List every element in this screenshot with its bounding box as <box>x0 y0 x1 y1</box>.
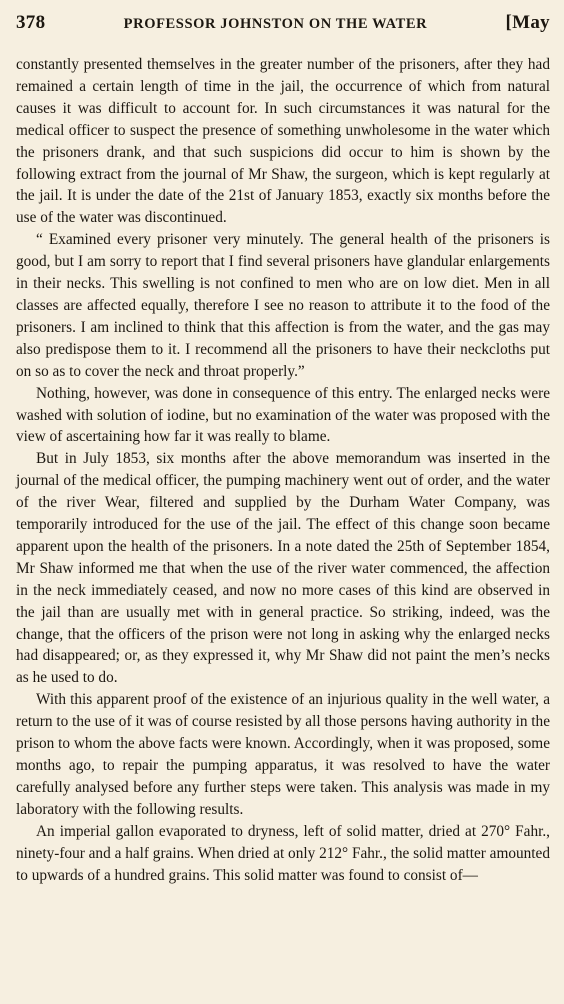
paragraph-july-1853: But in July 1853, six months after the above memorandum was inserted in the journal of the medical officer, the pumping machinery went out of order, and the water of the river Wear, filtered and supplied by the Durham Water Company, was temporarily introduced for the use of the jail. The effect of this change soon became apparent upon the health of the prisoners. In a note dated the 25th of September 1854, Mr Shaw informed me that when the use of the river water commenced, the affection in the neck immediately ceased, and now no more cases of this kind are observed in the jail than are usually met with in general practice. So striking, indeed, was the change, that the officers of the prison were not long in asking why the enlarged necks had disappeared; or, as they expressed it, why Mr Shaw did not paint the men’s necks as he used to do. <box>16 450 550 687</box>
body-text <box>16 54 550 886</box>
page-number: 378 <box>16 12 46 33</box>
running-month: [May <box>505 12 550 33</box>
paragraph-imperial-gallon: An imperial gallon evaporated to dryness, left of solid matter, dried at 270° Fahr., ninety-four and a half grains. When dried at only 212° Fahr., the solid matter amounted to upwards of a hundred grains. This solid matter was found to consist of— <box>16 822 550 884</box>
paragraph-quotation: “ Examined every prisoner very minutely. The general health of the prisoners is good, but I am sorry to report that I find several prisoners have glandular enlargements in their necks. This swelling is not confined to men who are on low diet. Men in all classes are affected equally, therefore I see no reason to attribute it to the food of the prisoners. I am inclined to think that this affection is from the water, and the gas may also predispose them to it. I recommend all the prisoners to have their neckcloths put on so as to cover the neck and throat properly.” <box>16 231 550 380</box>
paragraph-continued: constantly presented themselves in the greater number of the prisoners, after they had remained a certain length of time in the jail, the occurrence of which from natural causes it was difficult to account for. In such circumstances it was natural for the medical officer to suspect the presence of something unwholesome in the water which the prisoners drank, and that such suspicions did occur to him is shown by the following extract from the journal of Mr Shaw, the surgeon, which is kept regularly at the jail. It is under the date of the 21st of January 1853, exactly six months before the use of the water was discontinued. <box>16 56 550 227</box>
running-title: PROFESSOR JOHNSTON ON THE WATER <box>123 16 428 32</box>
paragraph-well-water: With this apparent proof of the existence of an injurious quality in the well water, a return to the use of it was of course resisted by all those persons having authority in the prison to whom the above facts were known. Accordingly, when it was proposed, some months ago, to repair the pumping apparatus, it was resolved to have the water carefully analysed before any further steps were taken. This analysis was made in my laboratory with the following results. <box>16 691 550 818</box>
running-head <box>16 12 550 46</box>
paragraph-nothing-done: Nothing, however, was done in consequence of this entry. The enlarged necks were washed with solution of iodine, but no examination of the water was proposed with the view of ascertaining how far it was really to blame. <box>16 384 550 446</box>
